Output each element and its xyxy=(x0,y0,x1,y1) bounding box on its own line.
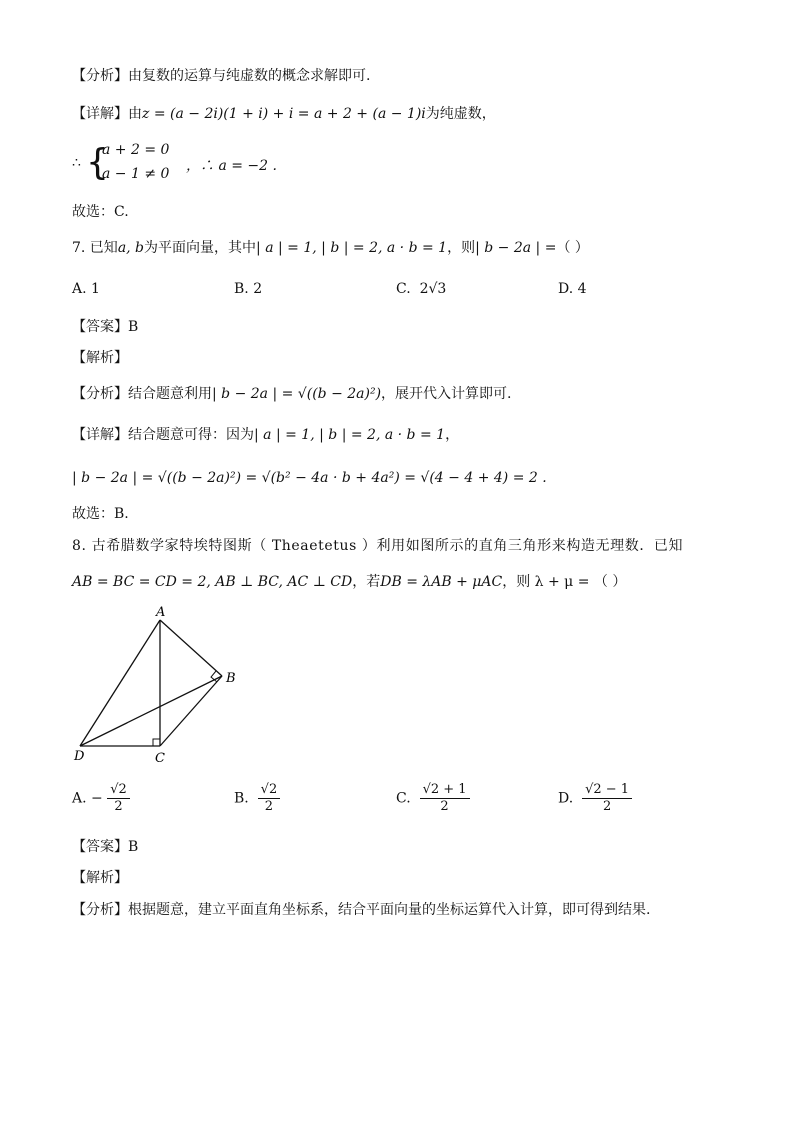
analysis-a: 结合题意利用 xyxy=(128,386,212,402)
answer-value: B xyxy=(128,319,139,335)
answer-tag: 【答案】 xyxy=(72,839,128,855)
option-label: A. xyxy=(72,790,87,807)
prev-detail-line xyxy=(72,104,496,124)
q8-stem-cond: AB = BC = CD = 2, AB ⊥ BC, AC ⊥ CD xyxy=(72,574,353,590)
option-sign: − xyxy=(91,790,103,807)
answer-value: B xyxy=(128,839,139,855)
option-fraction xyxy=(582,782,632,815)
q7-stem-vars: a, b xyxy=(117,240,145,256)
analysis-tag: 【分析】 xyxy=(72,902,128,918)
detail-a: 结合题意可得：因为 xyxy=(128,427,254,443)
option-label: D. xyxy=(558,790,574,807)
detail-expression: z = (a − 2i)(1 + i) + i = a + 2 + (a − 1)i xyxy=(142,106,426,122)
fraction-numerator: √2 xyxy=(107,782,130,799)
q7-stem-paren: （ ） xyxy=(556,240,589,256)
q8-analysis xyxy=(72,900,650,920)
segment-bc xyxy=(160,676,222,746)
q7-option-d xyxy=(558,281,587,297)
q8-option-d xyxy=(558,782,632,815)
option-label: C. xyxy=(396,790,411,807)
label-c: C xyxy=(155,751,165,766)
answer-tag: 【答案】 xyxy=(72,319,128,335)
fraction-denominator: 2 xyxy=(602,799,612,814)
q8-stem-vec: DB = λAB + μAC xyxy=(380,574,503,590)
q8-option-b xyxy=(234,782,280,815)
option-fraction xyxy=(258,782,281,815)
option-value: 4 xyxy=(577,281,587,297)
q8-option-c xyxy=(396,782,470,815)
system-eq1: a + 2 = 0 xyxy=(102,142,170,158)
analysis-text: 由复数的运算与纯虚数的概念求解即可. xyxy=(128,68,371,84)
label-b: B xyxy=(226,671,236,686)
prev-analysis-line xyxy=(72,66,370,86)
analysis-text: 根据题意，建立平面直角坐标系，结合平面向量的坐标运算代入计算，即可得到结果. xyxy=(128,902,651,918)
label-d: D xyxy=(74,749,85,764)
right-angle-c-icon xyxy=(153,739,160,746)
detail-tag: 【详解】 xyxy=(72,106,128,122)
q7-stem-c: ，则 xyxy=(447,240,476,256)
segment-da xyxy=(80,620,160,746)
q7-option-c xyxy=(396,281,446,297)
q7-option-b xyxy=(234,281,262,297)
q8-stem-line1: 8. 古希腊数学家特埃特图斯（ Theaetetus ）利用如图所示的直角三角形来构造无理数．已知 xyxy=(72,538,684,554)
option-label: A. xyxy=(72,281,87,297)
q7-stem-ask: | b − 2a | = xyxy=(475,240,557,256)
system-conclusion: ，∴ a = −2 . xyxy=(186,158,277,174)
q7-stem-cond: | a | = 1, | b | = 2, a · b = 1 xyxy=(256,240,448,256)
detail-b: ， xyxy=(445,427,460,443)
detail-pre: 由 xyxy=(128,106,142,122)
q7-option-a xyxy=(72,281,100,297)
option-label: C. xyxy=(396,281,411,297)
q7-choose: 故选：B. xyxy=(72,506,129,522)
segment-db xyxy=(80,676,222,746)
therefore-symbol: ∴ xyxy=(72,155,81,171)
triangle-figure xyxy=(60,600,260,770)
option-value: 2√3 xyxy=(419,281,447,297)
analysis-expression: | b − 2a | = √((b − 2a)²) xyxy=(212,386,382,402)
option-label: B. xyxy=(234,281,249,297)
q7-answer xyxy=(72,317,138,337)
fraction-numerator: √2 xyxy=(258,782,281,799)
detail-cond: | a | = 1, | b | = 2, a · b = 1 xyxy=(254,427,446,443)
analysis-b: ，展开代入计算即可. xyxy=(381,386,512,402)
prev-choose: 故选：C. xyxy=(72,204,129,220)
q7-detail xyxy=(72,425,459,445)
q8-stem-line2 xyxy=(72,572,626,592)
fraction-denominator: 2 xyxy=(114,799,123,814)
q7-stem-b: 为平面向量，其中 xyxy=(144,240,257,256)
q7-jiexi: 【解析】 xyxy=(72,350,128,366)
q8-stem-if: ，若 xyxy=(352,574,381,590)
segment-ab xyxy=(160,620,222,676)
q8-stem-ask: ，则 λ + μ = （ ） xyxy=(502,574,627,590)
fraction-denominator: 2 xyxy=(440,799,449,814)
option-label: D. xyxy=(558,281,574,297)
option-fraction xyxy=(420,782,470,815)
analysis-tag: 【分析】 xyxy=(72,386,128,402)
detail-tag: 【详解】 xyxy=(72,427,128,443)
q8-option-a xyxy=(72,782,130,815)
fraction-numerator: √2 − 1 xyxy=(582,782,632,799)
q7-calculation: | b − 2a | = √((b − 2a)²) = √(b² − 4a · b + 4a²) = √(4 − 4 + 4) = 2 . xyxy=(72,470,547,486)
fraction-numerator: √2 + 1 xyxy=(420,782,470,799)
detail-post: 为纯虚数， xyxy=(425,106,496,122)
label-a: A xyxy=(156,605,166,620)
q7-stem-a: 7. 已知 xyxy=(72,240,118,256)
q7-analysis xyxy=(72,384,512,404)
option-label: B. xyxy=(234,790,249,807)
analysis-tag: 【分析】 xyxy=(72,68,128,84)
option-value: 1 xyxy=(91,281,100,297)
option-fraction xyxy=(107,782,130,815)
fraction-denominator: 2 xyxy=(264,799,274,814)
system-eq2: a − 1 ≠ 0 xyxy=(102,166,170,182)
brace-icon: { xyxy=(86,142,109,183)
q8-answer xyxy=(72,837,138,857)
q7-stem xyxy=(72,238,589,258)
option-value: 2 xyxy=(253,281,263,297)
q8-jiexi: 【解析】 xyxy=(72,870,128,886)
